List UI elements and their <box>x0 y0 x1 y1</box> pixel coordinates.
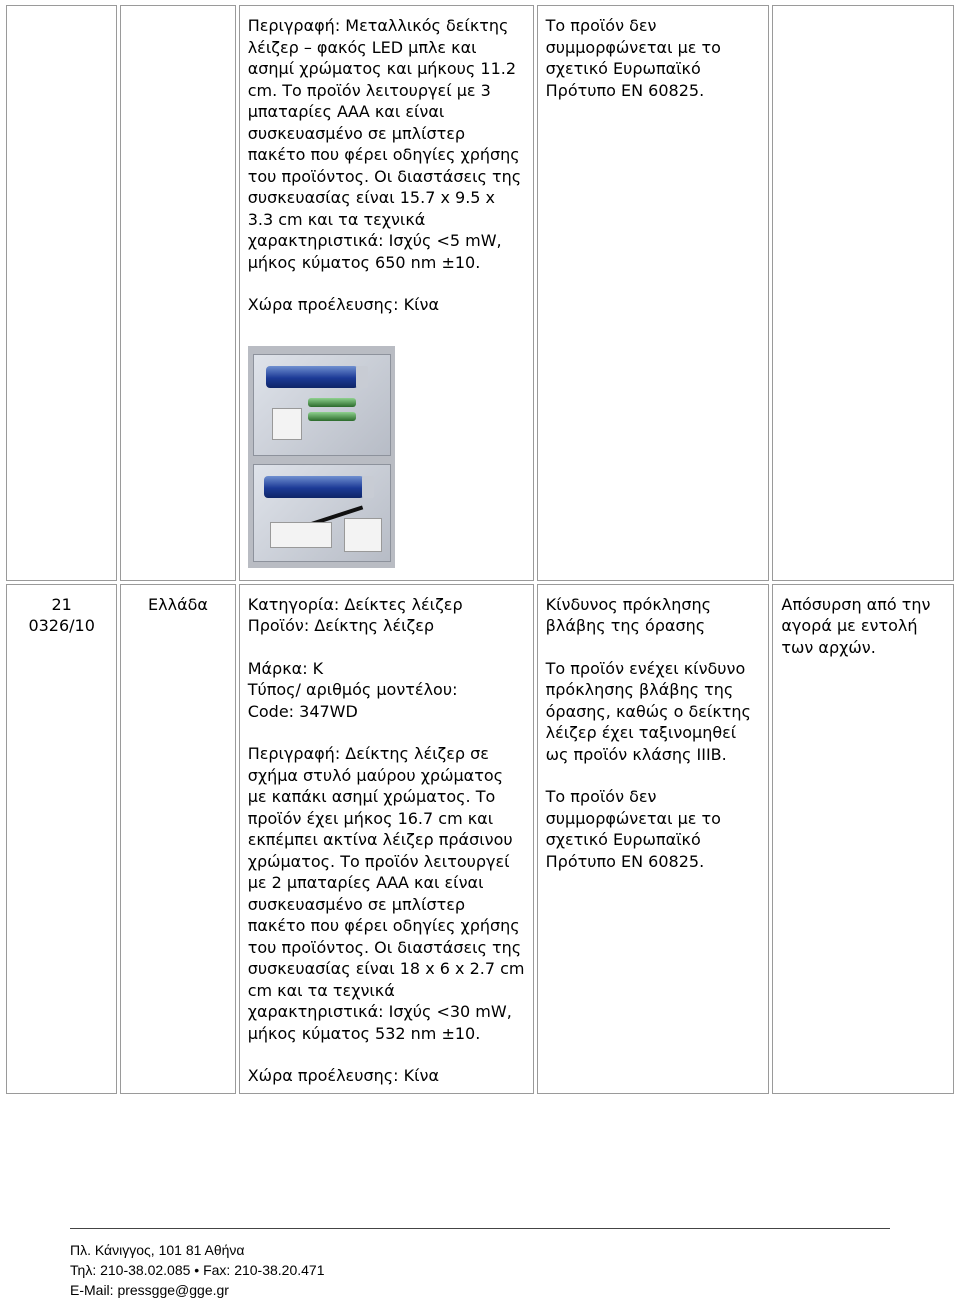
cell-number-empty <box>6 5 117 581</box>
product-name: Προϊόν: Δείκτης λέιζερ <box>247 616 435 635</box>
cell-risk <box>537 584 770 1094</box>
risk-detail: Το προϊόν ενέχει κίνδυνο πρόκλησης βλάβης της όρασης, καθώς ο δείκτης λέιζερ έχει ταξινομηθεί ως προϊόν κλάσης IIIB. <box>545 658 751 764</box>
measure-text: Απόσυρση από την αγορά με εντολή των αρχών. <box>781 594 931 657</box>
product-category: Κατηγορία: Δείκτες λέιζερ <box>247 594 463 614</box>
footer-email: E-Mail: pressgge@gge.gr <box>70 1282 229 1298</box>
footer-divider <box>70 1228 890 1229</box>
cell-product-description <box>239 5 534 581</box>
notifying-country: Ελλάδα <box>148 594 208 614</box>
footer-address: Πλ. Κάνιγγος, 101 81 Αθήνα <box>70 1242 245 1258</box>
table-row <box>6 584 954 1094</box>
product-origin: Χώρα προέλευσης: Κίνα <box>247 1066 439 1085</box>
product-description-text: Περιγραφή: Μεταλλικός δείκτης λέιζερ – φακός LED μπλε και ασημί χρώματος και μήκους 11.2 cm. Το προϊόν λειτουργεί με 3 μπαταρίες ΑΑΑ και είναι συσκευασμένο σε μπλίστερ πακέτο που φέρει οδηγίες χρήσης του προϊόντος. Οι διαστάσεις της συσκευασίας είναι 15.7 x 9.5 x 3.3 cm και τα τεχνικά χαρακτηριστικά: Ισχύς <5 mW, μήκος κύματος 650 nm ±10. <box>247 16 522 272</box>
row-reference: 0326/10 <box>28 616 95 635</box>
cell-country <box>120 584 235 1094</box>
cell-risk <box>537 5 770 581</box>
cell-measures-empty <box>772 5 954 581</box>
product-type-label: Τύπος/ αριθμός μοντέλου: <box>247 680 458 699</box>
risk-standard-text: Το προϊόν δεν συμμορφώνεται με το σχετικό Ευρωπαϊκό Πρότυπο EN 60825. <box>545 787 721 871</box>
product-brand: Μάρκα: K <box>247 658 324 678</box>
table-row <box>6 5 954 581</box>
row-number: 21 <box>51 594 72 614</box>
product-type-code: Code: 347WD <box>247 701 358 721</box>
cell-country-empty <box>120 5 235 581</box>
cell-number <box>6 584 117 1094</box>
product-origin: Χώρα προέλευσης: Κίνα <box>247 295 439 314</box>
page-footer <box>70 1228 890 1300</box>
products-table <box>3 2 957 1097</box>
cell-measures <box>772 584 954 1094</box>
cell-product-description <box>239 584 534 1094</box>
risk-title: Κίνδυνος πρόκλησης βλάβης της όρασης <box>545 594 712 635</box>
product-photo <box>248 346 395 568</box>
product-description-text: Περιγραφή: Δείκτης λέιζερ σε σχήμα στυλό μαύρου χρώματος με καπάκι ασημί χρώματος. Το προϊόν έχει μήκος 16.7 cm και εκπέμπει ακτίνα λέιζερ πράσινου χρώματος. Το προϊόν λειτουργεί με 2 μπαταρίες ΑΑΑ και είναι συσκευασμένο σε μπλίστερ πακέτο που φέρει οδηγίες χρήσης του προϊόντος. Οι διαστάσεις της συσκευασίας είναι 18 x 6 x 2.7 cm cm και τα τεχνικά χαρακτηριστικά: Ισχύς <30 mW, μήκος κύματος 532 nm ±10. <box>247 744 525 1043</box>
risk-standard-text: Το προϊόν δεν συμμορφώνεται με το σχετικό Ευρωπαϊκό Πρότυπο EN 60825. <box>545 16 721 100</box>
footer-phone: Τηλ: 210-38.02.085 • Fax: 210-38.20.471 <box>70 1262 325 1278</box>
